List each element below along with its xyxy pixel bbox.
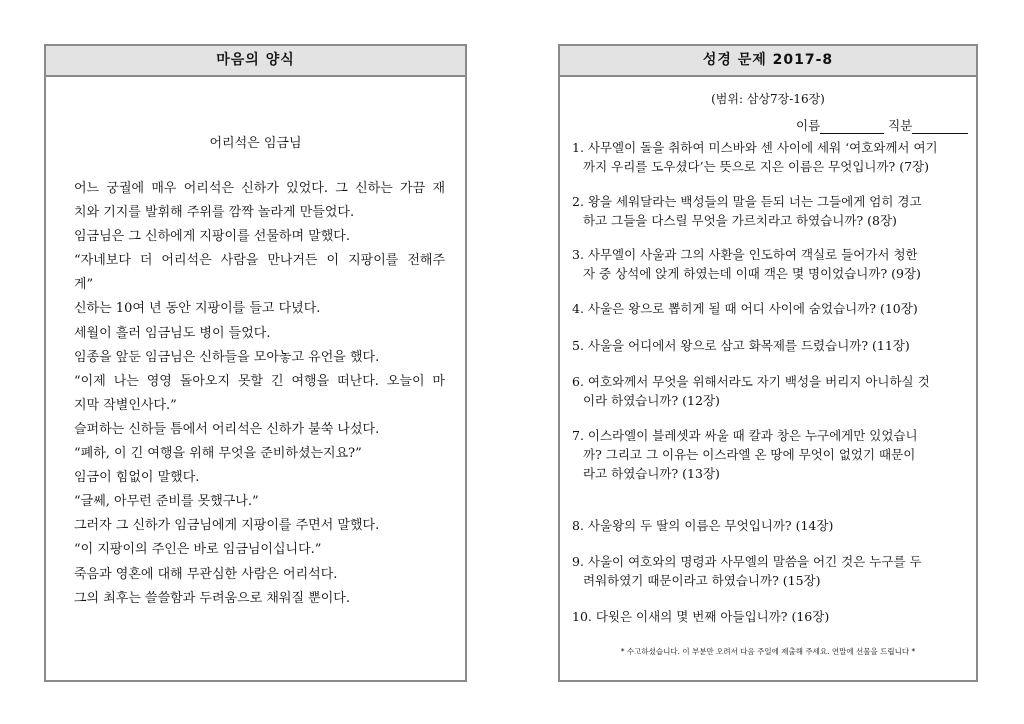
story-line: “글쎄, 아무런 준비를 못했구나.”	[74, 494, 259, 510]
question-line: 려워하였기 때문이라고 하였습니까? (15장)	[583, 573, 821, 588]
question-9	[572, 552, 966, 590]
position-blank[interactable]	[912, 119, 968, 134]
question-8	[572, 516, 966, 535]
story-line: “자네보다 더 어리석은 사람을 만나거든 이 지팡이를 전해주	[74, 253, 445, 269]
story-line: 슬퍼하는 신하들 틈에서 어리석은 신하가 불쑥 나섰다.	[74, 421, 380, 437]
question-line: 3. 사무엘이 사울과 그의 사환을 인도하여 객실로 들어가서 청한	[572, 247, 918, 262]
question-line: 7. 이스라엘이 블레셋과 싸울 때 칼과 창은 누구에게만 있었습니	[572, 428, 918, 443]
story-line: 임종을 앞둔 임금님은 신하들을 모아놓고 유언을 했다.	[74, 349, 380, 365]
question-2	[572, 192, 966, 230]
question-5	[572, 336, 966, 355]
question-3	[572, 245, 966, 283]
question-line: 라고 하였습니까? (13장)	[583, 466, 720, 481]
position-label: 직분	[888, 118, 913, 133]
story-panel-header: 마음의 양식	[46, 46, 465, 77]
quiz-panel-header: 성경 문제 2017-8	[560, 46, 976, 77]
question-line: 까지 우리를 도우셨다’는 뜻으로 지은 이름은 무엇입니까? (7장)	[583, 159, 929, 174]
name-position-row	[796, 116, 968, 134]
question-line: 5. 사울을 어디에서 왕으로 삼고 화목제를 드렸습니까? (11장)	[572, 338, 910, 353]
question-1	[572, 138, 966, 176]
question-6	[572, 372, 966, 410]
question-line: 이라 하였습니까? (12장)	[583, 393, 720, 408]
story-line: 그의 최후는 쓸쓸함과 두려움으로 채워질 뿐이다.	[74, 590, 350, 606]
question-line: 4. 사울은 왕으로 뽑히게 될 때 어디 사이에 숨었습니까? (10장)	[572, 301, 918, 316]
question-line: 1. 사무엘이 돌을 취하여 미스바와 센 사이에 세워 ‘여호와께서 여기	[572, 140, 938, 155]
story-line: 게”	[74, 277, 94, 293]
story-line: “폐하, 이 긴 여행을 위해 무엇을 준비하셨는지요?”	[74, 446, 362, 462]
name-blank[interactable]	[820, 119, 884, 134]
story-line: 임금이 힘없이 말했다.	[74, 470, 200, 486]
question-line: 6. 여호와께서 무엇을 위해서라도 자기 백성을 버리지 아니하실 것	[572, 374, 930, 389]
story-line: 세월이 흘러 임금님도 병이 들었다.	[74, 325, 271, 341]
story-panel	[44, 44, 467, 682]
story-line: 죽음과 영혼에 대해 무관심한 사람은 어리석다.	[74, 566, 338, 582]
question-line: 2. 왕을 세워달라는 백성들의 말을 듣되 너는 그들에게 엄히 경고	[572, 194, 922, 209]
question-line: 8. 사울왕의 두 딸의 이름은 무엇입니까? (14장)	[572, 518, 834, 533]
story-body	[74, 177, 445, 611]
question-line: 10. 다윗은 이새의 몇 번째 아들입니까? (16장)	[572, 609, 830, 624]
question-line: 자 중 상석에 앉게 하였는데 이때 객은 몇 명이었습니까? (9장)	[583, 266, 921, 281]
question-line: 9. 사울이 여호와의 명령과 사무엘의 말씀을 어긴 것은 누구를 두	[572, 554, 922, 569]
question-4	[572, 299, 966, 318]
story-line: 그러자 그 신하가 임금님에게 지팡이를 주면서 말했다.	[74, 518, 380, 534]
quiz-panel	[558, 44, 978, 682]
question-10	[572, 607, 966, 626]
question-line: 하고 그들을 다스릴 무엇을 가르치라고 하였습니까? (8장)	[583, 213, 897, 228]
question-7	[572, 426, 966, 483]
story-line: 임금님은 그 신하에게 지팡이를 선물하며 말했다.	[74, 229, 350, 245]
story-line: “이제 나는 영영 돌아오지 못할 긴 여행을 떠난다. 오늘이 마	[74, 373, 445, 389]
quiz-range: (범위: 삼상7장-16장)	[711, 92, 825, 106]
story-line: 어느 궁궐에 매우 어리석은 신하가 있었다. 그 신하는 가끔 재	[74, 181, 445, 196]
story-line: 신하는 10여 년 동안 지팡이를 들고 다녔다.	[74, 301, 321, 317]
story-line: 치와 기지를 발휘해 주위를 깜짝 놀라게 만들었다.	[74, 205, 355, 221]
story-line: 지막 작별인사다.”	[74, 397, 177, 413]
story-title: 어리석은 임금님	[209, 136, 302, 151]
name-label: 이름	[796, 118, 821, 133]
question-line: 까? 그리고 그 이유는 이스라엘 온 땅에 무엇이 없었기 때문이	[583, 447, 916, 462]
quiz-footnote: * 수고하셨습니다. 이 부분만 오려서 다음 주일에 제출해 주세요. 연말에 선물을 드립니다 *	[620, 647, 916, 656]
story-line: “이 지팡이의 주인은 바로 임금님이십니다.”	[74, 542, 322, 558]
